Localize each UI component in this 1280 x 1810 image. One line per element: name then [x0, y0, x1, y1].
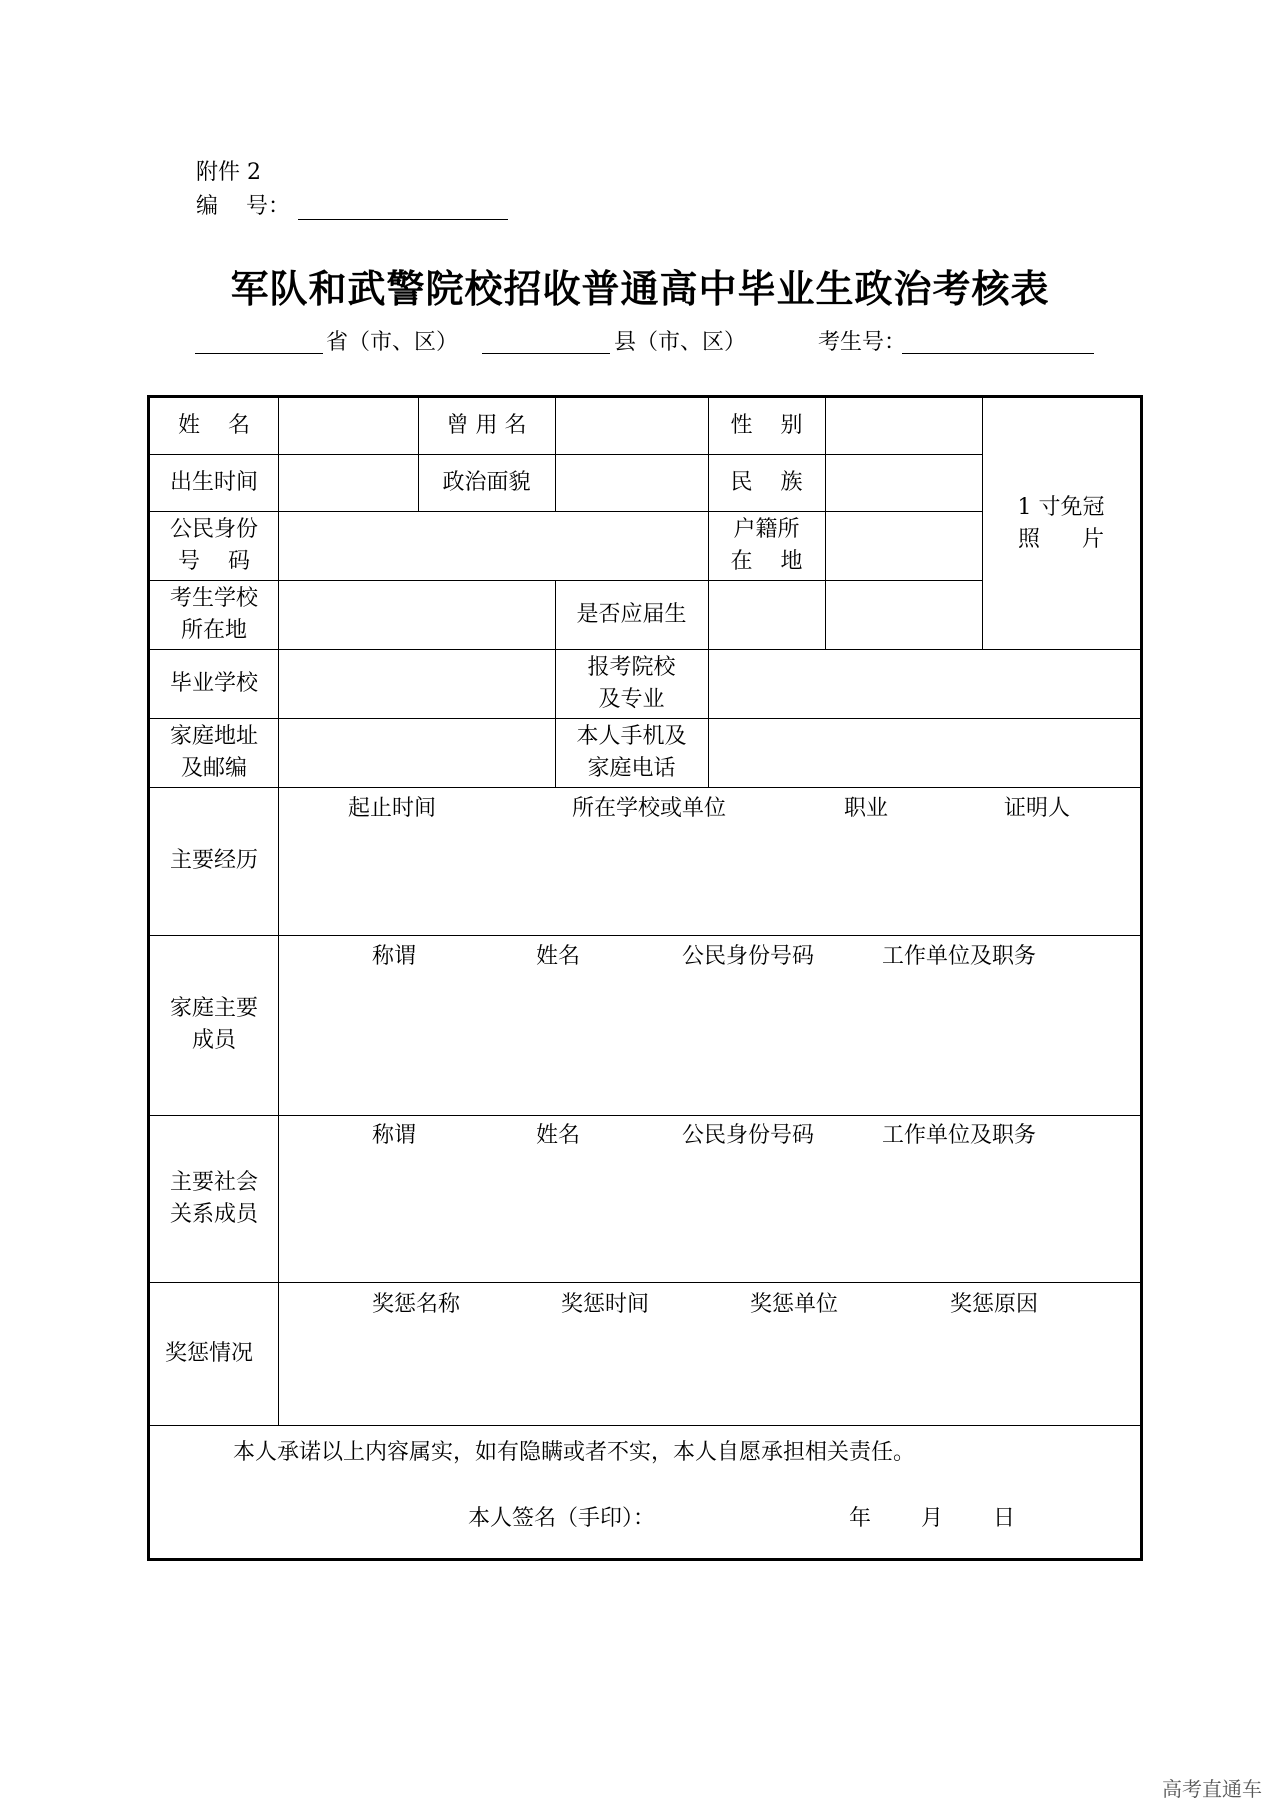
awards-header: 奖惩原因	[950, 1292, 1039, 1317]
signature-field[interactable]	[670, 1498, 820, 1528]
social-relations-label-line: 关系成员	[169, 1201, 258, 1227]
awards-header: 奖惩单位	[750, 1292, 839, 1317]
province-field[interactable]	[195, 353, 323, 354]
hukou-label-line: 在 地	[730, 548, 803, 574]
birth-label: 出生时间	[169, 469, 258, 495]
hukou-label	[708, 511, 825, 580]
experience-header: 职业	[844, 796, 889, 821]
school-location-label-line: 考生学校	[169, 585, 258, 611]
pledge-text: 本人承诺以上内容属实，如有隐瞒或者不实，本人自愿承担相关责任。	[233, 1440, 916, 1465]
experience-field[interactable]	[278, 823, 1140, 935]
phone-label-line: 本人手机及	[576, 723, 687, 749]
family-header: 公民身份号码	[682, 944, 815, 969]
family-label	[150, 935, 278, 1115]
applied-school-label-line: 及专业	[598, 686, 665, 712]
former-name-label: 曾 用 名	[446, 413, 527, 438]
experience-header: 所在学校或单位	[572, 796, 727, 821]
family-label-line: 成员	[191, 1028, 236, 1053]
address-label	[150, 718, 278, 787]
applied-school-label	[555, 649, 708, 718]
address-field[interactable]	[278, 718, 555, 787]
applied-school-label-line: 报考院校	[587, 654, 676, 680]
birth-field[interactable]	[278, 454, 418, 511]
exam-number-field[interactable]	[902, 353, 1094, 354]
review-form-table	[147, 395, 1143, 1561]
attachment-label: 附件 2	[196, 160, 261, 185]
photo-label: 1 寸免冠	[1017, 494, 1105, 520]
id-number-label	[150, 511, 278, 580]
address-label-line: 家庭地址	[169, 723, 258, 749]
experience-header: 起止时间	[348, 796, 437, 821]
ethnicity-field[interactable]	[825, 454, 982, 511]
name-label: 姓 名	[178, 413, 250, 438]
id-number-label-line: 公民身份	[169, 516, 258, 542]
applied-school-field[interactable]	[708, 649, 1140, 718]
row-divider	[150, 1282, 1140, 1283]
school-location-label	[150, 580, 278, 649]
family-field[interactable]	[278, 971, 1140, 1115]
awards-header: 奖惩时间	[561, 1292, 650, 1317]
political-status-field[interactable]	[555, 454, 708, 511]
province-label: 省（市、区）	[326, 330, 459, 355]
family-label-line: 家庭主要	[169, 996, 258, 1021]
awards-label: 奖惩情况	[164, 1340, 253, 1366]
social-relations-field[interactable]	[278, 1150, 1140, 1282]
ethnicity-label: 民 族	[730, 469, 803, 495]
social-header: 姓名	[536, 1123, 581, 1148]
gender-label: 性 别	[730, 413, 803, 438]
row-divider	[150, 1115, 1140, 1116]
date-day-label: 日	[993, 1506, 1016, 1531]
fresh-graduate-label: 是否应届生	[576, 601, 687, 627]
gender-field[interactable]	[825, 398, 982, 454]
photo-label: 照 片	[1018, 526, 1104, 552]
row-divider	[150, 935, 1140, 936]
address-label-line: 及邮编	[180, 755, 247, 781]
hukou-field[interactable]	[825, 511, 982, 580]
id-number-field[interactable]	[278, 511, 708, 580]
former-name-field[interactable]	[555, 398, 708, 454]
exam-number-label: 考生号：	[818, 330, 907, 355]
signature-label: 本人签名（手印）：	[468, 1506, 656, 1531]
awards-field[interactable]	[278, 1319, 1140, 1425]
row-divider	[150, 1425, 1140, 1426]
graduation-school-field[interactable]	[278, 649, 555, 718]
social-relations-label	[150, 1115, 278, 1282]
social-header: 称谓	[372, 1123, 417, 1148]
political-status-label: 政治面貌	[442, 469, 531, 495]
graduation-school-label: 毕业学校	[169, 670, 258, 696]
number-label: 编 号：	[196, 194, 290, 219]
name-field[interactable]	[278, 398, 418, 454]
watermark-text: 高考直通车	[1162, 1777, 1262, 1801]
social-header: 公民身份号码	[682, 1123, 815, 1148]
number-field[interactable]	[298, 219, 508, 220]
photo-box[interactable]	[982, 398, 1140, 649]
date-year-label: 年	[849, 1506, 872, 1531]
awards-header: 奖惩名称	[372, 1292, 461, 1317]
date-month-label: 月	[921, 1506, 944, 1531]
phone-field[interactable]	[708, 718, 1140, 787]
page-title: 军队和武警院校招收普通高中毕业生政治考核表	[230, 267, 1050, 311]
fresh-graduate-field[interactable]	[708, 580, 982, 649]
family-header: 工作单位及职务	[882, 944, 1037, 969]
phone-label	[555, 718, 708, 787]
family-header: 称谓	[372, 944, 417, 969]
social-relations-label-line: 主要社会	[169, 1169, 258, 1195]
id-number-label-line: 号 码	[178, 548, 250, 574]
experience-label: 主要经历	[169, 848, 258, 873]
school-location-field[interactable]	[278, 580, 555, 649]
county-field[interactable]	[482, 353, 610, 354]
phone-label-line: 家庭电话	[587, 755, 676, 781]
county-label: 县（市、区）	[614, 330, 747, 355]
hukou-label-line: 户籍所	[733, 516, 800, 542]
school-location-label-line: 所在地	[180, 617, 247, 643]
experience-header: 证明人	[1004, 796, 1071, 821]
row-divider	[150, 787, 1140, 788]
family-header: 姓名	[536, 944, 581, 969]
social-header: 工作单位及职务	[882, 1123, 1037, 1148]
